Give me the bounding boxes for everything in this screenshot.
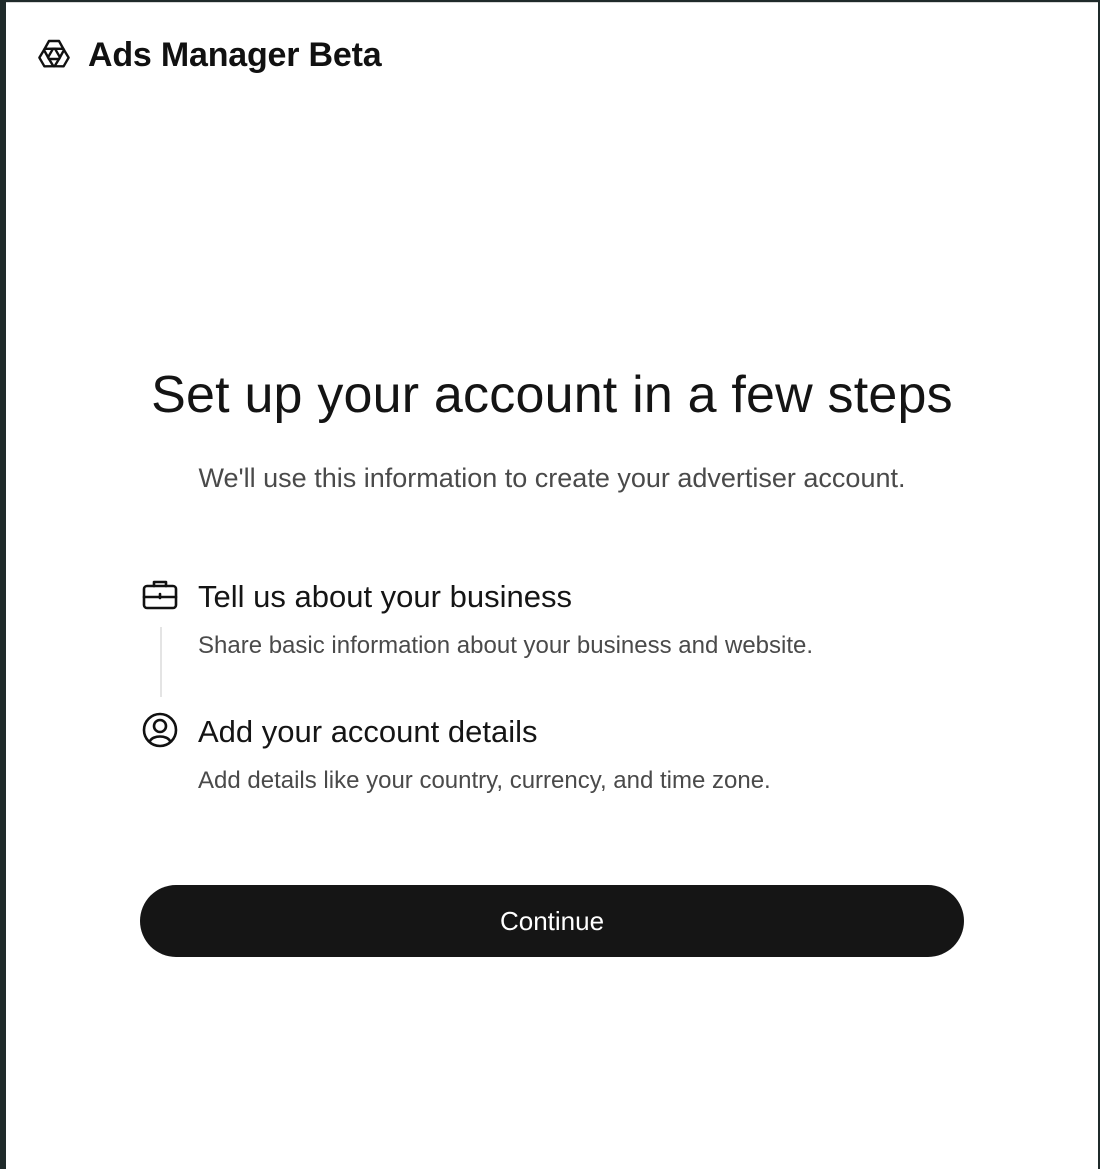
step-description: Add details like your country, currency, and time zone.: [198, 767, 771, 794]
step-connector: [160, 627, 162, 697]
step-business: [140, 575, 960, 710]
app-header: [34, 33, 381, 77]
briefcase-icon: [140, 575, 180, 615]
page-subtitle: We'll use this information to create your advertiser account.: [198, 463, 906, 493]
continue-button[interactable]: Continue: [140, 885, 964, 957]
setup-content: [6, 363, 1098, 936]
setup-window: [6, 2, 1098, 1169]
openai-logo-icon: [34, 35, 74, 75]
step-title: Tell us about your business: [198, 579, 572, 614]
step-account-details: [140, 710, 960, 845]
step-description: Share basic information about your business and website.: [198, 632, 814, 659]
app-title: Ads Manager Beta: [88, 35, 382, 74]
user-circle-icon: [140, 710, 180, 750]
steps-list: [140, 575, 960, 845]
step-title: Add your account details: [198, 714, 538, 749]
page-title: Set up your account in a few steps: [151, 366, 953, 424]
